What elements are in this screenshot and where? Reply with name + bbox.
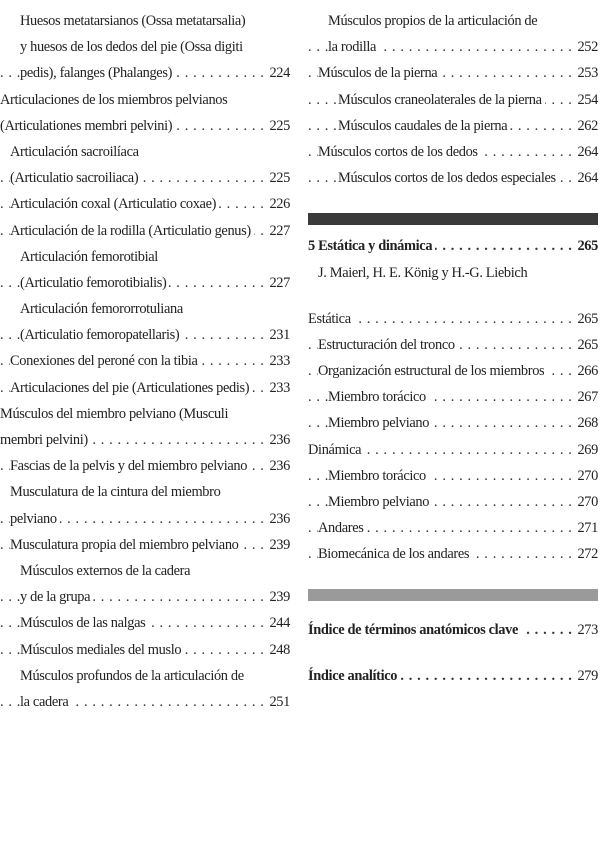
toc-entry-page: 225 — [266, 165, 290, 191]
toc-right-top — [308, 8, 598, 191]
toc-entry — [0, 322, 290, 348]
toc-entry — [0, 34, 290, 60]
toc-entry-text: Músculos cortos de los dedos especiales — [338, 170, 559, 186]
toc-entry-text: Biomecánica de los andares — [318, 546, 472, 562]
toc-entry — [0, 453, 290, 479]
toc-entry-text: Músculos profundos de la articulación de — [20, 668, 247, 684]
toc-entry — [0, 165, 290, 191]
chapter-authors — [308, 260, 598, 286]
authors-text: J. Maierl, H. E. König y H.-G. Liebich — [318, 264, 528, 281]
toc-entry-text: Articulación sacroilíaca — [10, 144, 142, 160]
toc-entry-text: (Articulatio sacroiliaca) — [10, 170, 141, 186]
toc-entry-text: Miembro pelviano — [328, 494, 432, 510]
index-analytic-page: 279 — [574, 663, 598, 689]
toc-entry-text: Musculatura de la cintura del miembro — [10, 484, 223, 500]
toc-entry-text: (Articulatio femoropatellaris) — [20, 327, 182, 343]
toc-entry-page: 236 — [266, 453, 290, 479]
toc-entry — [308, 60, 598, 86]
toc-entry-text: Músculos cortos de los dedos — [318, 144, 481, 160]
toc-entry — [0, 191, 290, 217]
toc-entry-text: Articulaciones de los miembros pelvianos — [0, 92, 230, 108]
toc-entry-page: 266 — [574, 358, 598, 384]
toc-entry-text: Articulación de la rodilla (Articulatio genus) — [10, 223, 254, 239]
toc-entry-text: Músculos propios de la articulación de — [328, 13, 540, 29]
toc-entry-text: Fascias de la pelvis y del miembro pelviano — [10, 458, 250, 474]
toc-entry-text: Músculos de las nalgas — [20, 615, 148, 631]
toc-entry — [308, 541, 598, 567]
toc-entry-text: Miembro torácico — [328, 468, 429, 484]
toc-entry — [308, 8, 598, 34]
toc-entry-text: pedis), falanges (Phalanges) — [20, 65, 175, 81]
toc-entry — [0, 610, 290, 636]
toc-entry — [0, 218, 290, 244]
toc-entry-page: 269 — [574, 437, 598, 463]
toc-entry — [308, 34, 598, 60]
toc-entry-text: Estructuración del tronco — [318, 337, 458, 353]
toc-entry-page: 224 — [266, 60, 290, 86]
toc-entry — [0, 296, 290, 322]
toc-entry-text: Músculos de la pierna — [318, 65, 440, 81]
toc-right-mid — [308, 306, 598, 568]
chapter-heading — [308, 233, 598, 259]
toc-entry — [308, 139, 598, 165]
toc-entry-page: 244 — [266, 610, 290, 636]
toc-entry — [0, 532, 290, 558]
toc-entry — [0, 427, 290, 453]
toc-entry-text: Organización estructural de los miembros — [318, 363, 547, 379]
toc-entry — [0, 479, 290, 505]
toc-entry-text: Conexiones del peroné con la tibia — [10, 353, 201, 369]
toc-entry — [0, 401, 290, 427]
toc-entry-page: 226 — [266, 191, 290, 217]
toc-entry — [0, 244, 290, 270]
toc-entry-page: 265 — [574, 332, 598, 358]
toc-entry-text: Músculos externos de la cadera — [20, 563, 193, 579]
toc-entry — [0, 60, 290, 86]
toc-left-column — [0, 8, 290, 715]
toc-entry — [0, 637, 290, 663]
toc-entry-page: 231 — [266, 322, 290, 348]
toc-entry — [308, 332, 598, 358]
toc-entry — [308, 87, 598, 113]
toc-entry-text: Andares — [318, 520, 367, 536]
toc-entry-text: Músculos caudales de la pierna — [338, 118, 510, 134]
toc-entry-text: Estática — [308, 311, 354, 327]
toc-entry-page: 267 — [574, 384, 598, 410]
toc-entry-page: 268 — [574, 410, 598, 436]
index-terms-page: 273 — [574, 617, 598, 643]
toc-entry-text: Articulación femorotibial — [20, 249, 161, 265]
chapter-bar — [308, 213, 598, 225]
toc-entry-text: y de la grupa — [20, 589, 93, 605]
toc-entry-text: la cadera — [20, 694, 71, 710]
toc-entry-text: Articulación coxal (Articulatio coxae) — [10, 196, 219, 212]
toc-entry — [0, 348, 290, 374]
toc-entry-page: 252 — [574, 34, 598, 60]
toc-entry — [308, 410, 598, 436]
toc-entry — [308, 463, 598, 489]
toc-entry-page: 272 — [574, 541, 598, 567]
toc-entry — [0, 584, 290, 610]
toc-entry-text: Miembro pelviano — [328, 415, 432, 431]
toc-entry — [308, 384, 598, 410]
toc-entry-text: (Articulatio femorotibialis) — [20, 275, 169, 291]
toc-entry-text: Músculos craneolaterales de la pierna — [338, 92, 545, 108]
toc-entry-page: 264 — [574, 165, 598, 191]
toc-entry — [308, 489, 598, 515]
index-entry-terms — [308, 617, 598, 643]
toc-entry-page: 270 — [574, 489, 598, 515]
toc-entry — [0, 113, 290, 139]
toc-entry-text: Articulación femororrotuliana — [20, 301, 186, 317]
toc-entry — [0, 139, 290, 165]
toc-entry-text: membri pelvini) — [0, 432, 91, 448]
toc-entry-text: y huesos de los dedos del pie (Ossa digiti — [20, 39, 246, 55]
toc-entry-page: 233 — [266, 375, 290, 401]
toc-entry-text: Musculatura propia del miembro pelviano — [10, 537, 242, 553]
toc-entry — [0, 375, 290, 401]
toc-entry — [308, 306, 598, 332]
toc-entry-text: Articulaciones del pie (Articulationes pedis) — [10, 380, 252, 396]
toc-entry-text: Músculos mediales del muslo — [20, 642, 184, 658]
chapter-page: 265 — [574, 233, 598, 259]
toc-entry-page: 227 — [266, 218, 290, 244]
toc-entry-text: (Articulationes membri pelvini) — [0, 118, 175, 134]
toc-entry — [0, 506, 290, 532]
toc-entry-text: Miembro torácico — [328, 389, 429, 405]
toc-entry-page: 251 — [266, 689, 290, 715]
toc-entry-text: Huesos metatarsianos (Ossa metatarsalia) — [20, 13, 248, 29]
toc-right-column — [308, 8, 598, 689]
toc-entry — [0, 270, 290, 296]
toc-entry-page: 254 — [574, 87, 598, 113]
toc-entry — [0, 87, 290, 113]
toc-entry-page: 253 — [574, 60, 598, 86]
toc-entry — [308, 165, 598, 191]
toc-entry-page: 264 — [574, 139, 598, 165]
toc-entry-page: 271 — [574, 515, 598, 541]
toc-entry — [0, 558, 290, 584]
toc-entry-page: 227 — [266, 270, 290, 296]
toc-entry-page: 239 — [266, 532, 290, 558]
toc-entry — [0, 8, 290, 34]
toc-entry — [308, 437, 598, 463]
toc-entry-page: 239 — [266, 584, 290, 610]
toc-entry-page: 225 — [266, 113, 290, 139]
index-terms-title: Índice de términos anatómicos clave — [308, 622, 521, 638]
toc-entry — [0, 663, 290, 689]
index-analytic-title: Índice analítico — [308, 668, 400, 684]
toc-entry — [308, 515, 598, 541]
toc-entry-page: 262 — [574, 113, 598, 139]
toc-entry-page: 265 — [574, 306, 598, 332]
toc-entry-page: 270 — [574, 463, 598, 489]
index-bar — [308, 589, 598, 601]
chapter-title: 5 Estática y dinámica — [308, 238, 435, 254]
toc-entry-page: 236 — [266, 427, 290, 453]
toc-entry — [308, 358, 598, 384]
toc-entry-text: Músculos del miembro pelviano (Musculi — [0, 406, 231, 422]
toc-entry-text: Dinámica — [308, 442, 364, 458]
index-entry-analytic — [308, 663, 598, 689]
toc-entry-text: la rodilla — [328, 39, 379, 55]
toc-entry — [308, 113, 598, 139]
toc-entry-page: 236 — [266, 506, 290, 532]
toc-entry — [0, 689, 290, 715]
toc-entry-page: 248 — [266, 637, 290, 663]
toc-entry-page: 233 — [266, 348, 290, 374]
toc-entry-text: pelviano — [10, 511, 60, 527]
